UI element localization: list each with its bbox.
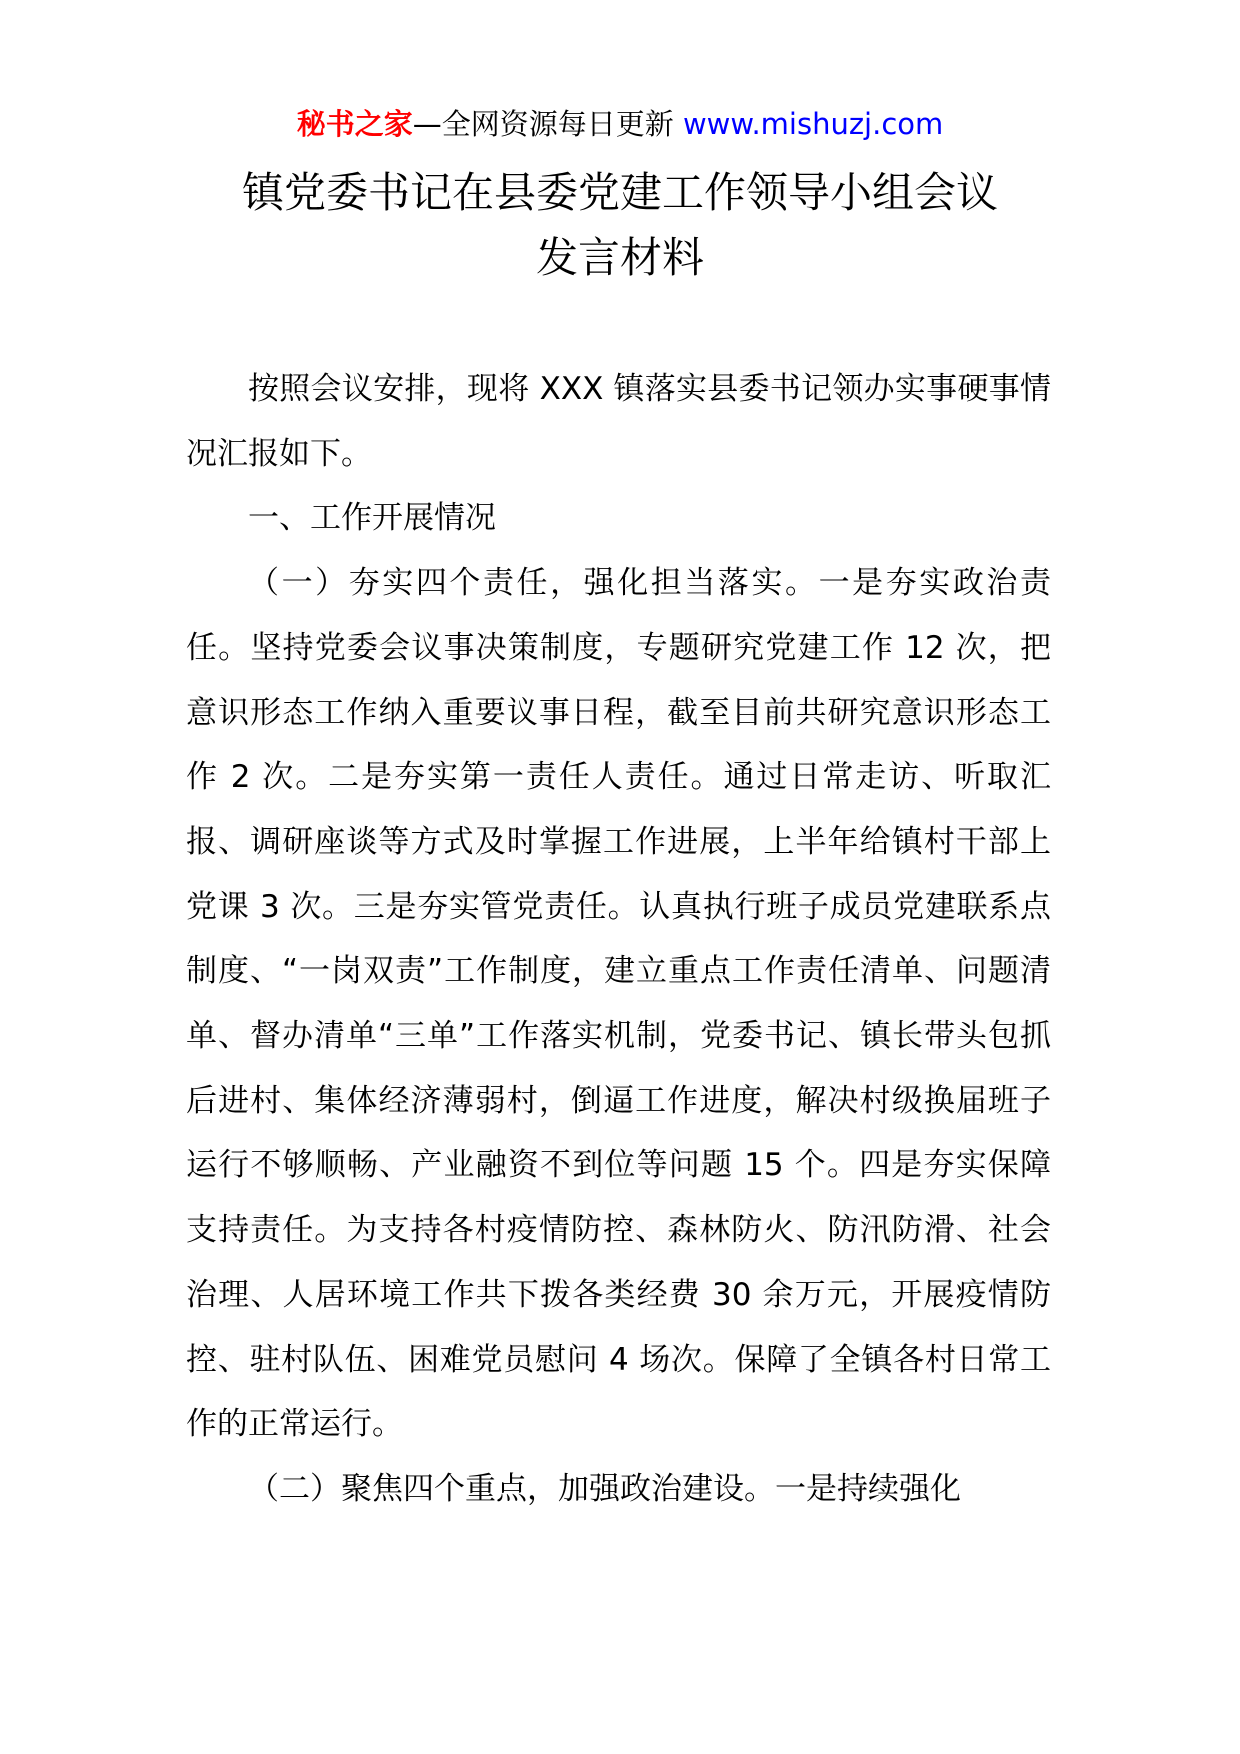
- banner-brand: 秘书之家: [296, 107, 413, 141]
- title-line-2: 发言材料: [535, 233, 704, 282]
- section-1-paragraph: （一）夯实四个责任，强化担当落实。一是夯实政治责任。坚持党委会议事决策制度，专题研究党建工作 12 次，把意识形态工作纳入重要议事日程，截至目前共研究意识形态工作 2 次。二是夯实第一责任人责任。通过日常走访、听取汇报、调研座谈等方式及时掌握工作进展，上半年给镇村干部上党课 3 次。三是夯实管党责任。认真执行班子成员党建联系点制度、“一岗双责”工作制度，建立重点工作责任清单、问题清单、督办清单“三单”工作落实机制，党委书记、镇长带头包抓后进村、集体经济薄弱村，倒逼工作进度，解决村级换届班子运行不够顺畅、产业融资不到位等问题 15 个。四是夯实保障支持责任。为支持各村疫情防控、森林防火、防汛防滑、社会治理、人居环境工作共下拨各类经费 30 余万元，开展疫情防控、驻村队伍、困难党员慰问 4 场次。保障了全镇各村日常工作的正常运行。: [186, 565, 1051, 1443]
- section-2-paragraph: （二）聚焦四个重点，加强政治建设。一是持续强化: [248, 1470, 961, 1507]
- intro-paragraph: 按照会议安排，现将 XXX 镇落实县委书记领办实事硬事情况汇报如下。: [186, 371, 1051, 472]
- site-banner: [0, 104, 1240, 144]
- banner-slogan: —全网资源每日更新: [412, 107, 674, 141]
- title-line-1: 镇党委书记在县委党建工作领导小组会议: [241, 168, 998, 217]
- document-title: [160, 160, 1080, 290]
- section-heading-1: 一、工作开展情况: [248, 500, 496, 537]
- banner-url-link[interactable]: www.mishuzj.com: [682, 107, 944, 141]
- document-body: [186, 357, 1051, 1522]
